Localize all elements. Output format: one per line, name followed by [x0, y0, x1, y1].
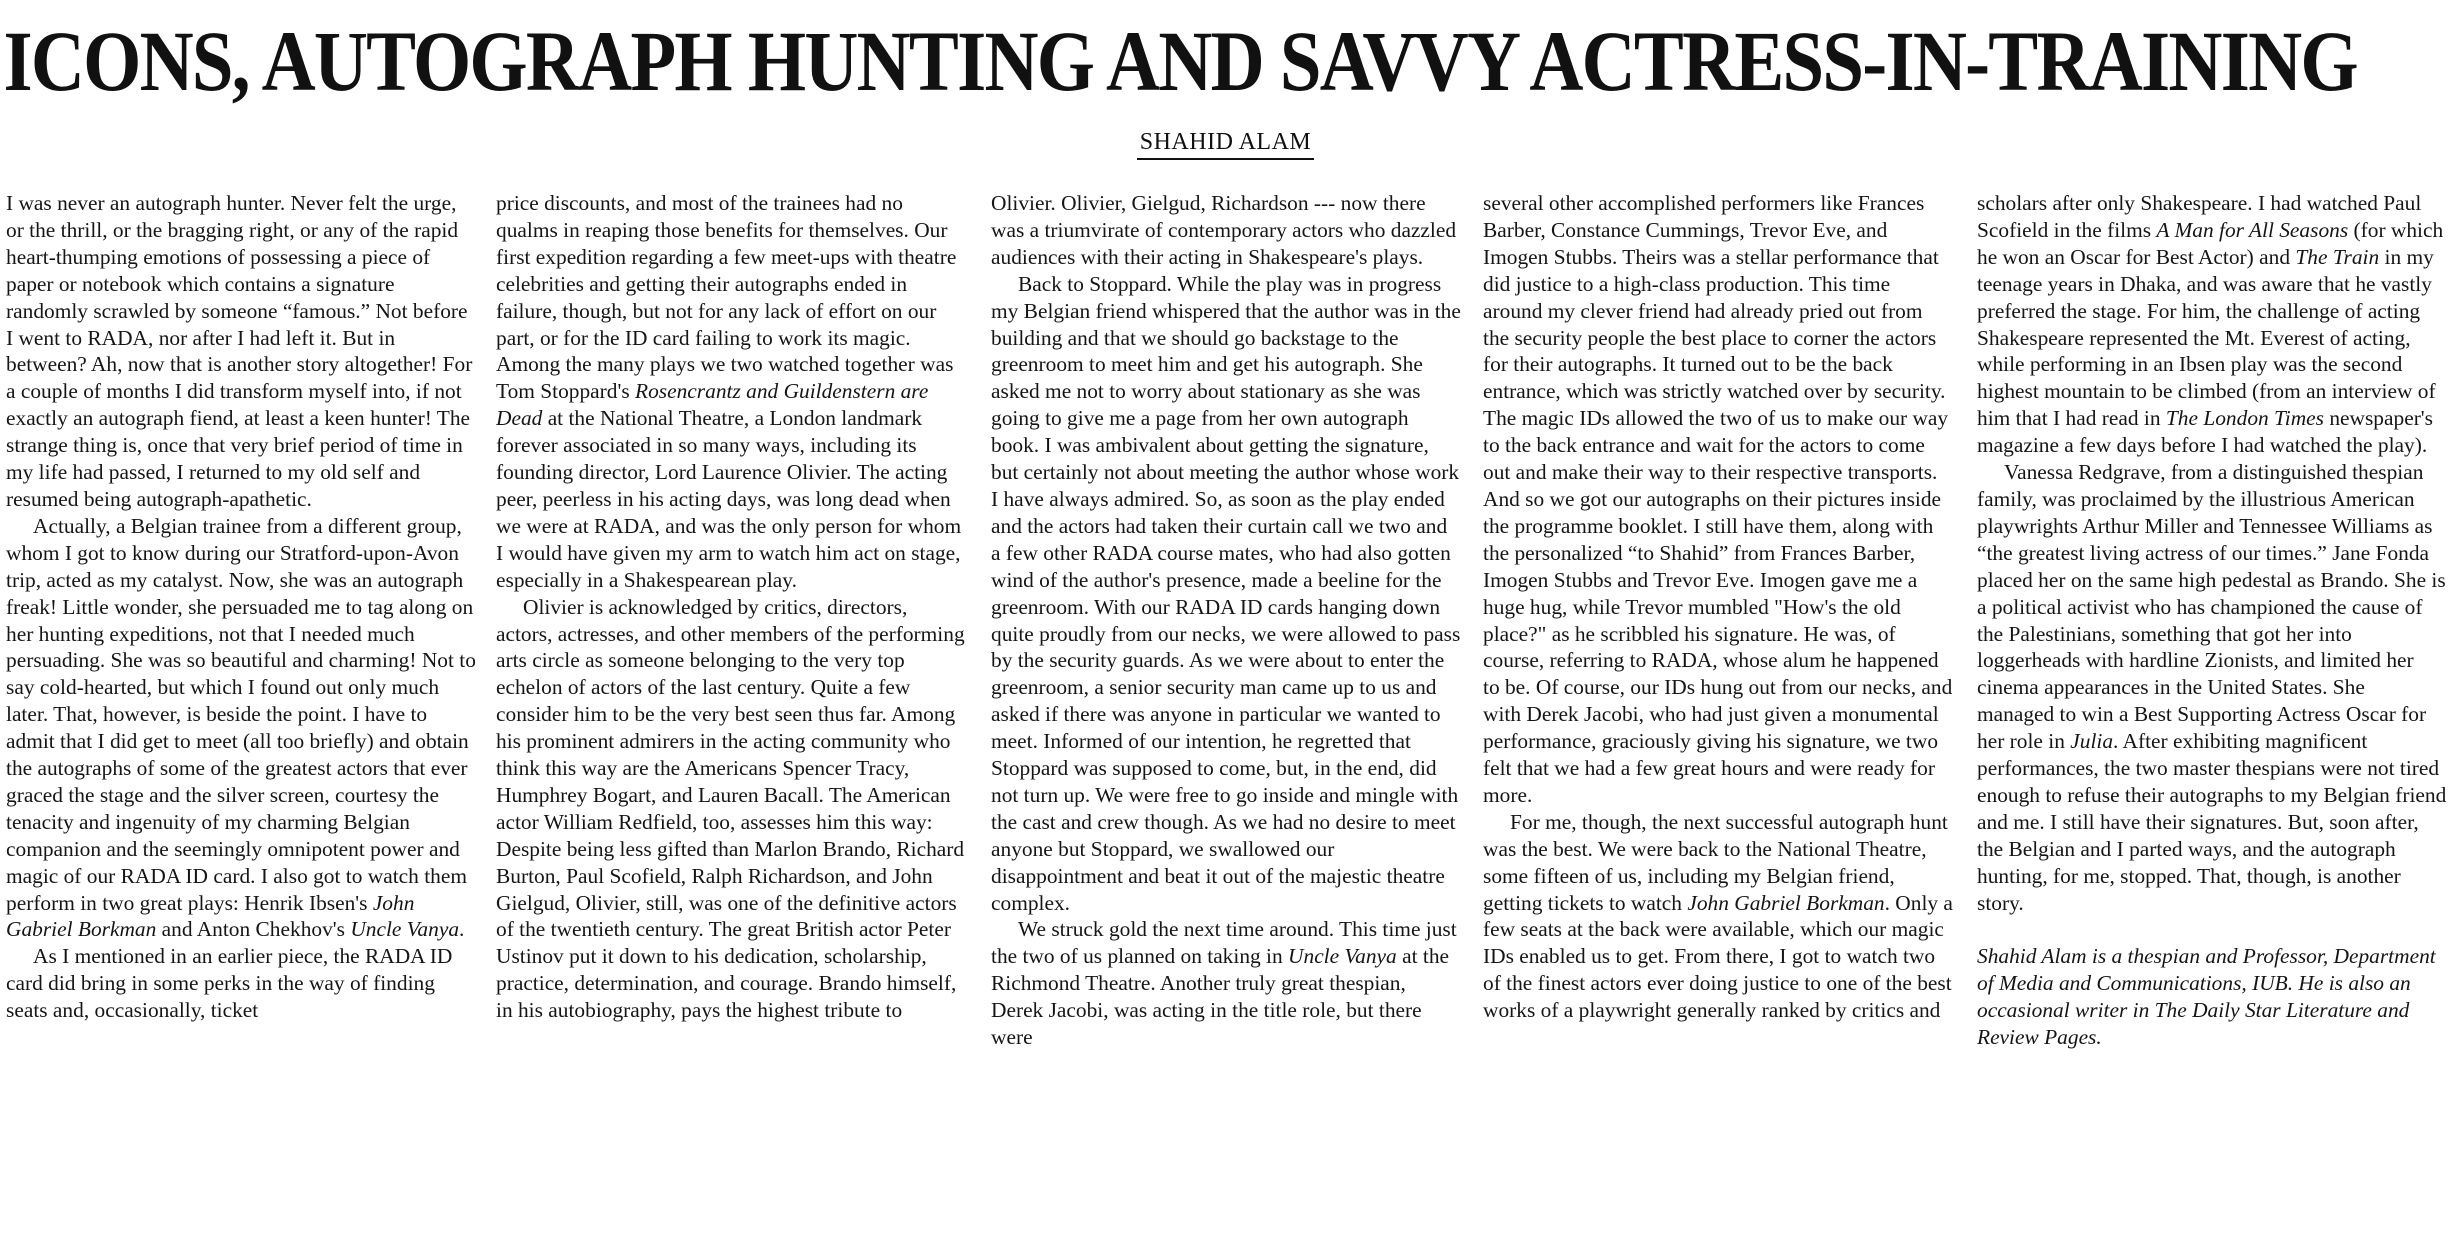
text-run: .	[459, 917, 465, 942]
text-run: at the National Theatre, a London landmark forever associated in so many ways, including its founding director, Lord Laurence Olivier. The acting peer, peerless in his acting days, was long dead when we were at RADA, and was the only person for whom I would have given my arm to watch him act on stage, especially in a Shakespearean play.	[496, 406, 962, 592]
text-run: . After exhibiting magnificent performances, the two master thespians were not tired enough to refuse their autographs to my Belgian friend and me. I still have their signatures. But, soon after, the Belgian and I parted ways, and the autograph hunting, for me, stopped. That, though, is another story.	[1977, 729, 2447, 915]
text-run: price discounts, and most of the trainees had no qualms in reaping those benefits for themselves. Our first expedition regarding a few meet-ups with theatre celebrities and getting their autographs ended in failure, though, but not for any lack of effort on our part, or for the ID card failing to work its magic. Among the many plays we two watched together was Tom Stoppard's	[496, 191, 957, 404]
text-run: I was never an autograph hunter. Never felt the urge, or the thrill, or the bragging right, or any of the rapid heart-thumping emotions of possessing a piece of paper or notebook which contains a signature randomly scrawled by someone “famous.” Not before I went to RADA, nor after I had left it. But in between? Ah, now that is another story altogether! For a couple of months I did transform myself into, if not exactly an autograph fiend, at least a keen hunter! The strange thing is, once that very brief period of time in my life had passed, I returned to my old self and resumed being autograph-apathetic.	[6, 191, 473, 511]
text-run: in my teenage years in Dhaka, and was aware that he vastly preferred the stage. For him, the challenge of acting Shakespeare represented the Mt. Everest of acting, while performing in an Ibsen play was the second highest mountain to be climbed (from an interview of him that I had read in	[1977, 244, 2436, 431]
byline	[0, 128, 2451, 160]
text-run: scholars after only Shakespeare. I had watched Paul Scofield in the films	[1977, 191, 2422, 242]
italic-title-run: The Train	[2295, 244, 2380, 269]
article-paragraph	[991, 190, 1461, 271]
article-paragraph	[991, 916, 1461, 1051]
article-paragraph	[6, 190, 476, 513]
text-run: Olivier is acknowledged by critics, directors, actors, actresses, and other members of the performing arts circle as someone belonging to the very top echelon of actors of the last century. Quite a few consider him to be the very best seen thus far. Among his prominent admirers in the acting community who think this way are the Americans Spencer Tracy, Humphrey Bogart, and Lauren Bacall. The American actor William Redfield, too, assesses him this way: Despite being less gifted than Marlon Brando, Richard Burton, Paul Scofield, Ralph Richardson, and John Gielgud, Olivier, still, was one of the definitive actors of the twentieth century. The great British actor Peter Ustinov put it down to his dedication, scholarship, practice, determination, and courage. Brando himself, in his autobiography, pays the highest tribute to	[496, 594, 965, 1023]
article-column-3	[991, 190, 1461, 1245]
article-paragraph	[6, 513, 476, 944]
text-run: Back to Stoppard. While the play was in progress my Belgian friend whispered that the author was in the building and that we should go backstage to the greenroom to meet him and get his autograph. She asked me not to worry about stationary as she was going to give me a page from her own autograph book. I was ambivalent about getting the signature, but certainly not about meeting the author whose work I have always admired. So, as soon as the play ended and the actors had taken their curtain call we two and a few other RADA course mates, who had also gotten wind of the author's presence, made a beeline for the greenroom. With our RADA ID cards hanging down quite proudly from our necks, we were allowed to pass by the security guards. As we were about to enter the greenroom, a senior security man came up to us and asked if there was anyone in particular we wanted to meet. Informed of our intention, he regretted that Stoppard was supposed to come, but, in the end, did not turn up. We were free to go inside and mingle with the cast and crew though. As we had no desire to meet anyone but Stoppard, we swallowed our disappointment and beat it out of the majestic theatre complex.	[991, 271, 1461, 915]
italic-title-run: Uncle Vanya	[350, 917, 460, 942]
text-run: Vanessa Redgrave, from a distinguished thespian family, was proclaimed by the illustrious American playwrights Arthur Miller and Tennessee Williams as “the greatest living actress of our times.” Jane Fonda placed her on the same high pedestal as Brando. She is a political activist who has championed the cause of the Palestinians, something that got her into loggerheads with hardline Zionists, and limited her cinema appearances in the United States. She managed to win a Best Supporting Actress Oscar for her role in	[1977, 460, 2446, 754]
article-paragraph	[496, 594, 966, 1025]
text-run: . Only a few seats at the back were available, which our magic IDs enabled us to get. From there, I got to watch two of the finest actors ever doing justice to one of the best works of a playwright generally ranked by critics and	[1483, 890, 1953, 1023]
text-run: newspaper's magazine a few days before I had watched the play).	[1977, 406, 2433, 458]
text-run: and Anton Chekhov's	[156, 917, 351, 942]
article-column-2	[496, 190, 966, 1245]
author-note	[1977, 943, 2447, 1051]
text-run: For me, though, the next successful autograph hunt was the best. We were back to the National Theatre, some fifteen of us, including my Belgian friend, getting tickets to watch	[1483, 809, 1948, 915]
article-headline: ICONS, AUTOGRAPH HUNTING AND SAVVY ACTRESS-IN-TRAINING	[3, 13, 2357, 109]
text-run: at the Richmond Theatre. Another truly great thespian, Derek Jacobi, was acting in the title role, but there were	[991, 944, 1450, 1050]
article-paragraph	[991, 271, 1461, 917]
article-paragraph	[1977, 190, 2447, 459]
italic-title-run: Julia	[2070, 729, 2114, 754]
italic-title-run: John Gabriel Borkman	[1687, 890, 1885, 915]
article-column-1	[6, 190, 476, 1245]
text-run: several other accomplished performers like Frances Barber, Constance Cummings, Trevor Eve, and Imogen Stubbs. Theirs was a stellar performance that did justice to a high-class production. This time around my clever friend had already pried out from the security people the best place to corner the actors for their autographs. It turned out to be the back entrance, which was strictly watched over by security. The magic IDs allowed the two of us to make our way to the back entrance and wait for the actors to come out and make their way to their respective transports. And so we got our autographs on their pictures inside the programme booklet. I still have them, along with the personalized “to Shahid” from Frances Barber, Imogen Stubbs and Trevor Eve. Imogen gave me a huge hug, while Trevor mumbled "How's the old place?" as he scribbled his signature. He was, of course, referring to RADA, whose alum he happened to be. Of course, our IDs hung out from our necks, and with Derek Jacobi, who had just given a monumental performance, graciously giving his signature, we two felt that we had a few great hours and were ready for more.	[1483, 191, 1953, 807]
article-paragraph	[1483, 190, 1953, 809]
article-paragraph	[496, 190, 966, 594]
article-column-5	[1977, 190, 2447, 1245]
article-column-4	[1483, 190, 1953, 1245]
author-name: SHAHID ALAM	[1137, 128, 1315, 160]
italic-title-run: The London Times	[2165, 406, 2324, 431]
italic-title-run: Shahid Alam is a thespian and Professor, Department of Media and Communications, IUB. He is also an occasional writer in The Daily Star Literature and Review Pages.	[1977, 944, 2436, 1050]
text-run: We struck gold the next time around. This time just the two of us planned on taking in	[991, 917, 1457, 969]
article-paragraph	[1483, 809, 1953, 1024]
article-paragraph	[6, 943, 476, 1024]
text-run: As I mentioned in an earlier piece, the RADA ID card did bring in some perks in the way of finding seats and, occasionally, ticket	[6, 944, 453, 1023]
italic-title-run: A Man for All Seasons	[2156, 217, 2349, 242]
italic-title-run: Rosencrantz and Guildenstern are Dead	[496, 379, 929, 431]
article-paragraph	[1977, 459, 2447, 916]
italic-title-run: Uncle Vanya	[1288, 944, 1397, 969]
italic-title-run: John Gabriel Borkman	[6, 890, 415, 942]
text-run: Actually, a Belgian trainee from a different group, whom I got to know during our Stratford-upon-Avon trip, acted as my catalyst. Now, she was an autograph freak! Little wonder, she persuaded me to tag along on her hunting expeditions, not that I needed much persuading. She was so beautiful and charming! Not to say cold-hearted, but which I found out only much later. That, however, is beside the point. I have to admit that I did get to meet (all too briefly) and obtain the autographs of some of the greatest actors that ever graced the stage and the silver screen, courtesy the tenacity and ingenuity of my charming Belgian companion and the seemingly omnipotent power and magic of our RADA ID card. I also got to watch them perform in two great plays: Henrik Ibsen's	[6, 513, 476, 915]
text-run: (for which he won an Oscar for Best Actor) and	[1977, 217, 2444, 269]
text-run: Olivier. Olivier, Gielgud, Richardson --- now there was a triumvirate of contemporary actors who dazzled audiences with their acting in Shakespeare's plays.	[991, 191, 1457, 269]
